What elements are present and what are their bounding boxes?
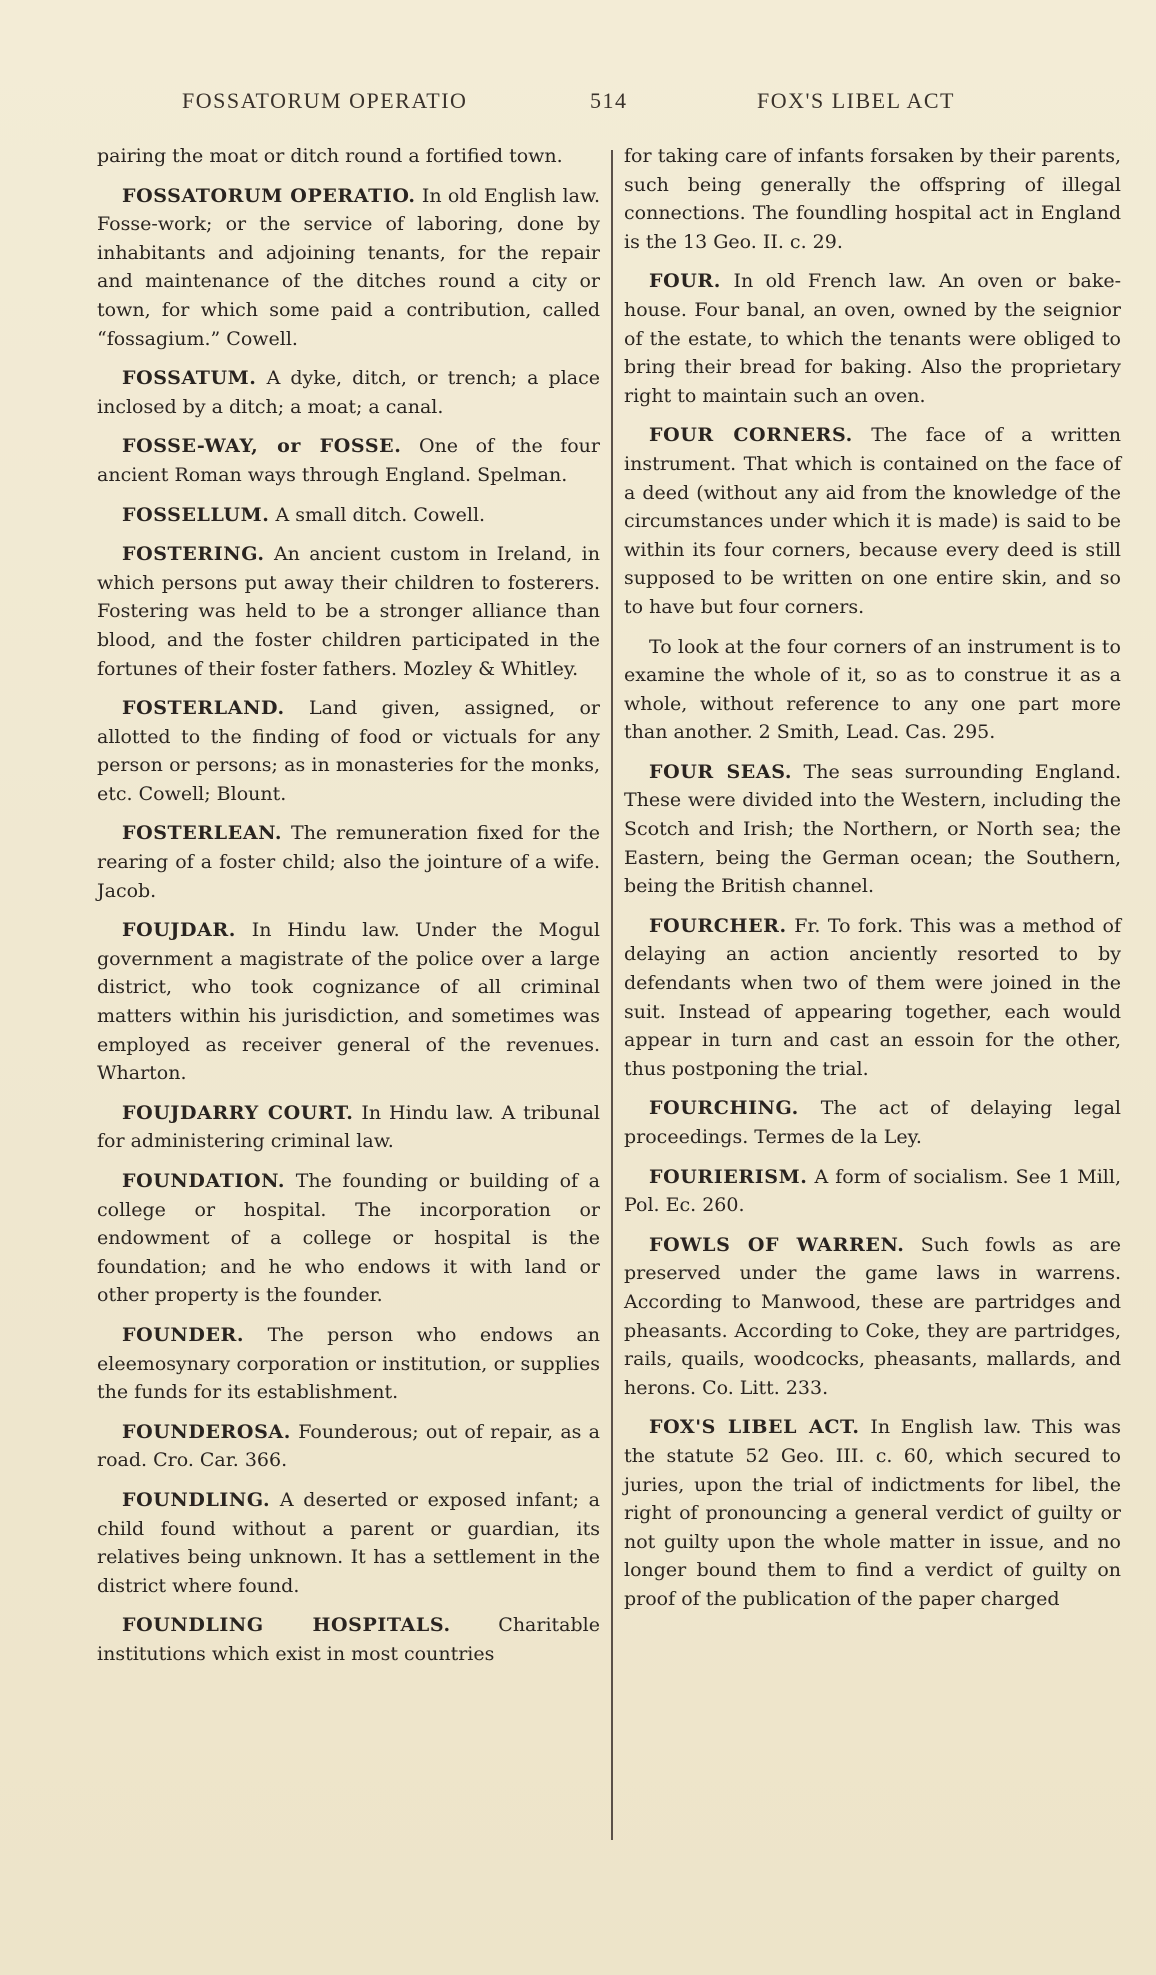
entry-headword: FOUNDATION. <box>122 1170 286 1192</box>
column-divider <box>611 150 613 1840</box>
entry-definition: Land given, assigned, or allotted to the finding of food or victuals for any person or persons; as in monasteries for the monks, etc. Cowell; Blount. <box>97 697 600 805</box>
entry-headword: FOUJDAR. <box>122 919 237 942</box>
entry-headword: FOWLS OF WARREN. <box>649 1233 905 1256</box>
entry-headword: FOUR CORNERS. <box>649 424 853 447</box>
entry-definition: Such fowls as are preserved under the game laws in warrens. According to Manwood, these are partridges and pheasants. According to Coke, they are partridges, rails, quails, woodcocks, pheasants, mallards, and herons. Co. Litt. 233. <box>624 1233 1121 1399</box>
entry <box>624 421 1121 621</box>
entry-headword: FOUR. <box>649 270 722 293</box>
header-left-guide-word: FOSSATORUM OPERATIO <box>182 88 468 113</box>
entry-headword: FOUJDARRY COURT. <box>122 1101 354 1124</box>
entry-headword: FOUR SEAS. <box>649 760 793 783</box>
entry <box>97 1611 600 1668</box>
entry <box>97 1418 600 1475</box>
entry-headword: FOURCHING. <box>649 1097 799 1120</box>
entry <box>624 1231 1121 1403</box>
entry <box>624 912 1121 1084</box>
right-column <box>624 142 1121 1625</box>
entry <box>97 501 600 530</box>
entry-headword: FOURIERISM. <box>649 1165 808 1188</box>
entry <box>97 364 600 421</box>
header-right-guide-word: FOX'S LIBEL ACT <box>757 88 955 113</box>
entry-headword: FOUNDLING. <box>122 1488 271 1511</box>
entry-definition: The founding or building of a college or hospital. The incorporation or endowment of a college or hospital is the foundation; and he who endows it with land or other property is the founder. <box>97 1170 600 1307</box>
entry-headword: FOUNDLING HOSPITALS. <box>122 1614 451 1637</box>
entry-headword: FOSSATUM. <box>122 367 257 390</box>
entry-headword: FOUNDEROSA. <box>122 1420 291 1443</box>
entry-headword: FOSTERLAND. <box>122 697 285 720</box>
entry-definition: In old English law. Fosse-work; or the service of laboring, done by inhabitants and adjoining tenants, for the repair and maintenance of the ditches round a city or town, for which some paid a contribution, called “fossagium.” Cowell. <box>97 184 600 350</box>
entry-definition: A form of socialism. See 1 Mill, Pol. Ec. 260. <box>624 1165 1121 1217</box>
entry-definition: To look at the four corners of an instrument is to examine the whole of it, so as to construe it as a whole, without reference to any one part more than another. 2 Smith, Lead. Cas. 295. <box>624 635 1121 744</box>
entry <box>97 1486 600 1600</box>
continuation-text: pairing the moat or ditch round a fortified town. <box>97 145 563 167</box>
entry-definition: A dyke, ditch, or trench; a place inclosed by a ditch; a moat; a canal. <box>97 367 600 418</box>
entry <box>97 1321 600 1407</box>
entry <box>97 432 600 489</box>
continuation-text: for taking care of infants forsaken by their parents, such being generally the offspring of illegal connections. The foundling hospital act in England is the 13 Geo. II. c. 29. <box>624 145 1121 253</box>
entry <box>97 540 600 683</box>
entry <box>624 1413 1121 1613</box>
entry-definition: In Hindu law. A tribunal for administering criminal law. <box>97 1101 600 1153</box>
entry <box>624 1163 1121 1220</box>
entry-definition: Charitable institutions which exist in most countries <box>97 1614 600 1665</box>
entry <box>624 1094 1121 1151</box>
entry-paragraph <box>624 633 1121 747</box>
entry-headword: FOSSELLUM. <box>122 503 270 526</box>
entry-definition: The remuneration fixed for the rearing of a foster child; also the jointure of a wife. Jacob. <box>97 822 601 902</box>
entry-definition: In old French law. An oven or bake-house. Four banal, an oven, owned by the seignior of the estate, to which the tenants were obliged to bring their bread for baking. Also the proprietary right to maintain such an oven. <box>624 270 1121 407</box>
entry-definition: An ancient custom in Ireland, in which persons put away their children to fosterers. Fostering was held to be a stronger alliance than blood, and the foster children participated in the fortunes of their foster fathers. Mozley & Whitley. <box>97 543 600 680</box>
entry-headword: FOUNDER. <box>122 1323 245 1346</box>
entry <box>97 694 600 808</box>
entry-definition: A small ditch. Cowell. <box>275 503 486 526</box>
entry-definition: The act of delaying legal proceedings. Termes de la Ley. <box>624 1097 1121 1148</box>
entry <box>97 1167 600 1310</box>
entry <box>97 182 600 354</box>
entry-definition: In Hindu law. Under the Mogul government a magistrate of the police over a large district, who took cognizance of all criminal matters within his jurisdiction, and sometimes was employed as receiver general of the revenues. Wharton. <box>97 919 600 1085</box>
entry-definition: In English law. This was the statute 52 Geo. III. c. 60, which secured to juries, upon the trial of indictments for libel, the right of pronouncing a general verdict of guilty or not guilty upon the whole matter in issue, and no longer bound them to find a verdict of guilty on proof of the publication of the paper charged <box>624 1416 1121 1610</box>
entry-definition: The person who endows an eleemosynary corporation or institution, or supplies the funds for its establishment. <box>97 1323 600 1404</box>
entry <box>97 916 600 1088</box>
entry-definition: A deserted or exposed infant; a child found without a parent or guardian, its relatives being unknown. It has a settlement in the district where found. <box>97 1488 600 1597</box>
entry-definition: Founderous; out of repair, as a road. Cro. Car. 366. <box>97 1420 601 1472</box>
entry-headword: FOURCHER. <box>649 914 787 937</box>
entry-definition: The seas surrounding England. These were divided into the Western, including the Scotch and Irish; the Northern, or North sea; the Eastern, being the German ocean; the Southern, being the British channel. <box>624 760 1122 898</box>
entry-headword: FOSSATORUM OPERATIO. <box>122 184 416 207</box>
entry-definition: One of the four ancient Roman ways through England. Spelman. <box>97 435 600 486</box>
entry-headword: FOX'S LIBEL ACT. <box>649 1416 860 1439</box>
entry-definition: The face of a written instrument. That which is contained on the face of a deed (without any aid from the knowledge of the circumstances under which it is made) is said to be within its four corners, because every deed is still supposed to be written on one entire skin, and so to have but four corners. <box>624 424 1122 618</box>
page-number: 514 <box>590 88 628 113</box>
running-header <box>0 88 1156 124</box>
left-column <box>97 142 600 1680</box>
entry-definition: Fr. To fork. This was a method of delaying an action anciently resorted to by defendants when two of them were joined in the suit. Instead of appearing together, each would appear in turn and cast an essoin for the other, thus postponing the trial. <box>624 914 1121 1080</box>
entry-headword: FOSTERLEAN. <box>122 822 283 845</box>
entry <box>97 1099 600 1156</box>
entry-headword: FOSTERING. <box>122 543 265 566</box>
entry <box>624 267 1121 410</box>
entry-headword: FOSSE-WAY, or FOSSE. <box>122 435 402 458</box>
entry <box>624 758 1121 901</box>
entry <box>97 819 600 905</box>
